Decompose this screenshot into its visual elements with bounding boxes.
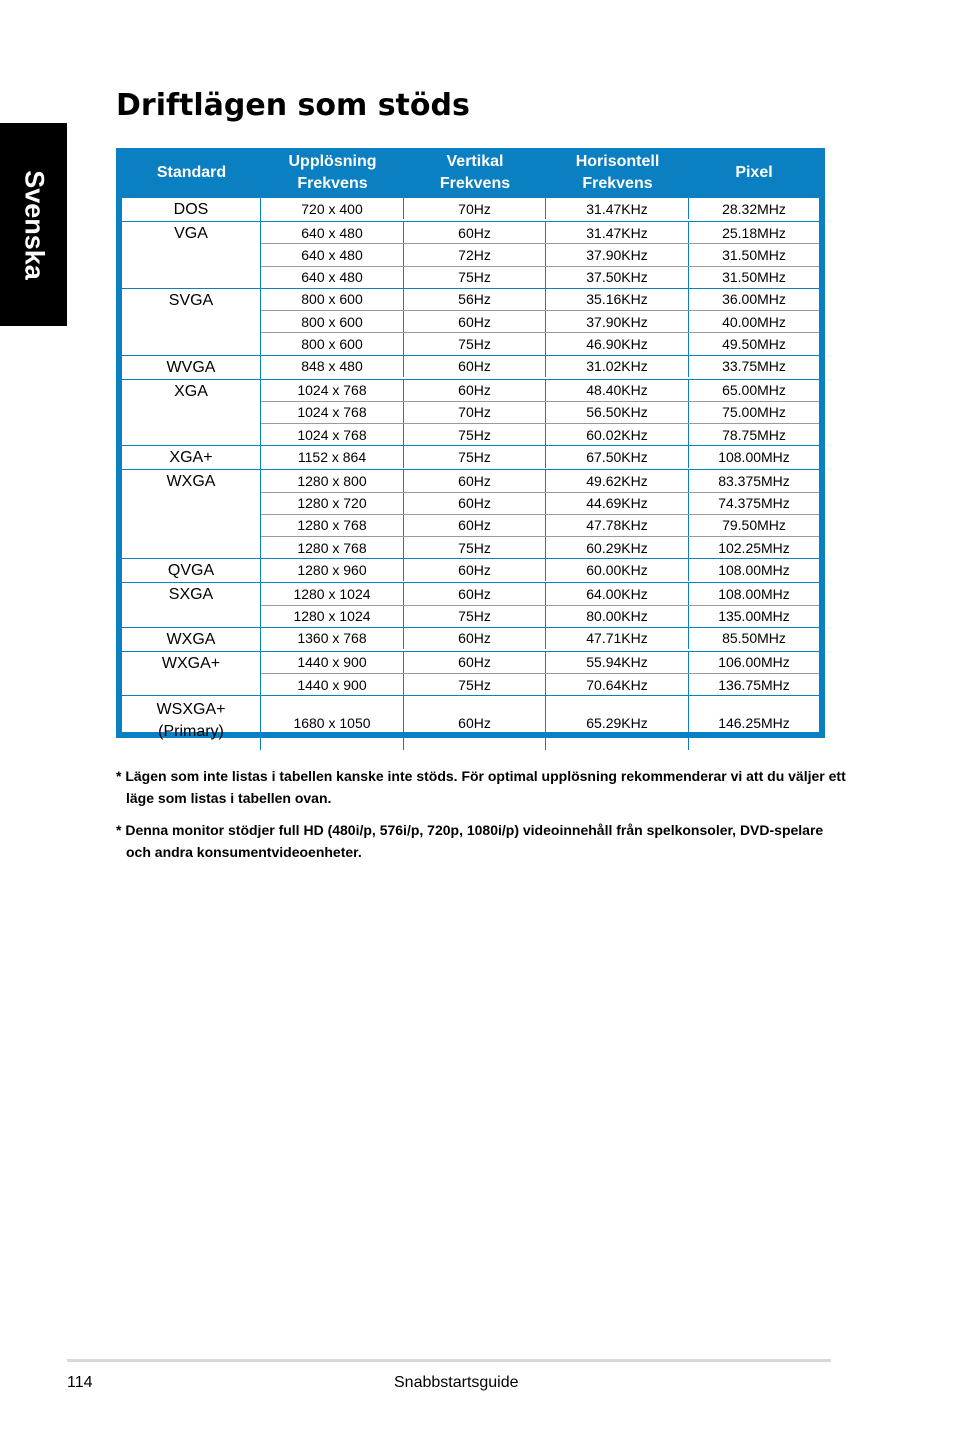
pixel-clock-cell: 79.50MHz: [722, 517, 786, 534]
standard-cell: SXGA: [122, 583, 261, 627]
table-row: [261, 537, 819, 558]
pixel-clock-cell: 135.00MHz: [718, 608, 790, 625]
standard-group: [122, 356, 819, 380]
horizontal-frequency-cell: 31.02KHz: [546, 356, 689, 377]
horizontal-frequency-cell: 60.29KHz: [546, 537, 689, 558]
resolution-cell: 1280 x 800: [261, 470, 404, 491]
standard-group: [122, 222, 819, 289]
vertical-frequency-cell: 72Hz: [404, 244, 546, 265]
vertical-frequency-cell: 75Hz: [404, 267, 546, 288]
display-modes-table: [116, 148, 825, 741]
pixel-clock-cell: 108.00MHz: [718, 561, 790, 578]
standard-group: [122, 198, 819, 222]
horizontal-frequency-cell: 48.40KHz: [546, 380, 689, 401]
resolution-cell: 800 x 600: [261, 289, 404, 310]
horizontal-frequency-cell: 47.71KHz: [546, 628, 689, 649]
header-standard: Standard: [156, 164, 227, 181]
standard-cell: XGA+: [122, 446, 261, 469]
resolution-cell: 720 x 400: [261, 198, 404, 219]
pixel-clock-cell: 25.18MHz: [722, 224, 786, 241]
horizontal-frequency-cell: 64.00KHz: [546, 583, 689, 604]
table-row: [261, 267, 819, 288]
pixel-clock-cell: 36.00MHz: [722, 291, 786, 308]
vertical-frequency-cell: 75Hz: [404, 424, 546, 445]
pixel-clock-cell: 75.00MHz: [722, 404, 786, 421]
resolution-cell: 848 x 480: [261, 356, 404, 377]
vertical-frequency-cell: 75Hz: [404, 333, 546, 354]
pixel-clock-cell: 49.50MHz: [722, 335, 786, 352]
language-side-tab: [0, 123, 67, 326]
pixel-clock-cell: 108.00MHz: [718, 448, 790, 465]
standard-cell: WXGA: [122, 470, 261, 558]
pixel-clock-cell: 40.00MHz: [722, 313, 786, 330]
standard-group: [122, 696, 819, 750]
header-pixel: Pixel: [735, 164, 773, 181]
table-row: [261, 583, 819, 605]
horizontal-frequency-cell: 37.90KHz: [546, 244, 689, 265]
standard-group: [122, 289, 819, 356]
horizontal-frequency-cell: 47.78KHz: [546, 515, 689, 536]
horizontal-frequency-cell: 55.94KHz: [546, 652, 689, 673]
vertical-frequency-cell: 70Hz: [404, 198, 546, 219]
table-row: [261, 674, 819, 695]
resolution-cell: 1680 x 1050: [261, 696, 404, 750]
resolution-cell: 640 x 480: [261, 222, 404, 243]
standard-group: [122, 446, 819, 470]
resolution-cell: 1024 x 768: [261, 402, 404, 423]
standard-cell: WVGA: [122, 356, 261, 379]
table-row: [261, 402, 819, 424]
vertical-frequency-cell: 60Hz: [404, 311, 546, 332]
standard-group: [122, 380, 819, 447]
vertical-frequency-cell: 75Hz: [404, 446, 546, 467]
horizontal-frequency-cell: 60.00KHz: [546, 559, 689, 580]
vertical-frequency-cell: 56Hz: [404, 289, 546, 310]
table-row: [261, 652, 819, 674]
resolution-cell: 1280 x 1024: [261, 583, 404, 604]
horizontal-frequency-cell: 56.50KHz: [546, 402, 689, 423]
header-vertical: Vertikal Frekvens: [439, 153, 511, 192]
horizontal-frequency-cell: 37.50KHz: [546, 267, 689, 288]
standard-cell: DOS: [122, 198, 261, 221]
resolution-cell: 1280 x 960: [261, 559, 404, 580]
page-number: 114: [67, 1374, 93, 1391]
horizontal-frequency-cell: 31.47KHz: [546, 198, 689, 219]
vertical-frequency-cell: 60Hz: [404, 493, 546, 514]
table-body: [122, 198, 819, 741]
standard-group: [122, 559, 819, 583]
table-row: [261, 244, 819, 266]
standard-group: [122, 628, 819, 652]
resolution-cell: 1280 x 1024: [261, 606, 404, 627]
standard-cell: WSXGA+ (Primary): [122, 696, 261, 750]
standard-group: [122, 470, 819, 559]
pixel-clock-cell: 31.50MHz: [722, 246, 786, 263]
pixel-clock-cell: 31.50MHz: [722, 269, 786, 286]
vertical-frequency-cell: 60Hz: [404, 470, 546, 491]
table-row: [261, 470, 819, 492]
resolution-cell: 1280 x 720: [261, 493, 404, 514]
standard-cell: XGA: [122, 380, 261, 446]
standard-group: [122, 652, 819, 697]
table-row: [261, 493, 819, 515]
pixel-clock-cell: 102.25MHz: [718, 539, 790, 556]
side-tab-label: Svenska: [19, 169, 49, 280]
horizontal-frequency-cell: 60.02KHz: [546, 424, 689, 445]
vertical-frequency-cell: 60Hz: [404, 380, 546, 401]
pixel-clock-cell: 83.375MHz: [718, 472, 790, 489]
horizontal-frequency-cell: 70.64KHz: [546, 674, 689, 695]
pixel-clock-cell: 85.50MHz: [722, 630, 786, 647]
resolution-cell: 1440 x 900: [261, 652, 404, 673]
vertical-frequency-cell: 70Hz: [404, 402, 546, 423]
standard-cell: VGA: [122, 222, 261, 288]
vertical-frequency-cell: 60Hz: [404, 696, 546, 750]
vertical-frequency-cell: 75Hz: [404, 606, 546, 627]
horizontal-frequency-cell: 44.69KHz: [546, 493, 689, 514]
horizontal-frequency-cell: 49.62KHz: [546, 470, 689, 491]
horizontal-frequency-cell: 67.50KHz: [546, 446, 689, 467]
horizontal-frequency-cell: 65.29KHz: [546, 696, 689, 750]
resolution-cell: 640 x 480: [261, 267, 404, 288]
standard-cell: QVGA: [122, 559, 261, 582]
header-horizontal: Horisontell Frekvens: [575, 153, 660, 192]
table-row: [261, 198, 819, 219]
vertical-frequency-cell: 60Hz: [404, 583, 546, 604]
pixel-clock-cell: 108.00MHz: [718, 585, 790, 602]
resolution-cell: 800 x 600: [261, 311, 404, 332]
resolution-cell: 800 x 600: [261, 333, 404, 354]
horizontal-frequency-cell: 37.90KHz: [546, 311, 689, 332]
vertical-frequency-cell: 60Hz: [404, 652, 546, 673]
table-row: [261, 222, 819, 244]
table-row: [261, 628, 819, 649]
table-row: [261, 424, 819, 445]
table-row: [261, 446, 819, 467]
pixel-clock-cell: 74.375MHz: [718, 495, 790, 512]
resolution-cell: 1280 x 768: [261, 515, 404, 536]
page-title: Driftlägen som stöds: [116, 88, 470, 123]
footer-divider: [67, 1359, 831, 1362]
standard-cell: WXGA+: [122, 652, 261, 696]
standard-cell: WXGA: [122, 628, 261, 651]
table-row: [261, 289, 819, 311]
vertical-frequency-cell: 75Hz: [404, 537, 546, 558]
table-row: [261, 606, 819, 627]
pixel-clock-cell: 28.32MHz: [722, 200, 786, 217]
table-row: [261, 311, 819, 333]
vertical-frequency-cell: 60Hz: [404, 222, 546, 243]
horizontal-frequency-cell: 31.47KHz: [546, 222, 689, 243]
note-full-hd: * Denna monitor stödjer full HD (480i/p, 576i/p, 720p, 1080i/p) videoinnehåll från spelkonsoler, DVD-spelare och andra konsumentvideoenheter.: [116, 822, 824, 860]
pixel-clock-cell: 106.00MHz: [718, 654, 790, 671]
resolution-cell: 1360 x 768: [261, 628, 404, 649]
vertical-frequency-cell: 75Hz: [404, 674, 546, 695]
table-row: [261, 333, 819, 354]
pixel-clock-cell: 146.25MHz: [718, 715, 790, 732]
table-row: [261, 356, 819, 377]
resolution-cell: 1152 x 864: [261, 446, 404, 467]
horizontal-frequency-cell: 35.16KHz: [546, 289, 689, 310]
pixel-clock-cell: 65.00MHz: [722, 382, 786, 399]
note-unlisted-modes: * Lägen som inte listas i tabellen kanske inte stöds. För optimal upplösning rekommenderar vi att du väljer ett läge som listas i tabellen ovan.: [116, 768, 846, 806]
horizontal-frequency-cell: 80.00KHz: [546, 606, 689, 627]
vertical-frequency-cell: 60Hz: [404, 356, 546, 377]
resolution-cell: 1024 x 768: [261, 424, 404, 445]
table-row: [261, 559, 819, 580]
resolution-cell: 1024 x 768: [261, 380, 404, 401]
footer-title: Snabbstartsguide: [394, 1374, 519, 1391]
resolution-cell: 1280 x 768: [261, 537, 404, 558]
horizontal-frequency-cell: 46.90KHz: [546, 333, 689, 354]
pixel-clock-cell: 78.75MHz: [722, 426, 786, 443]
table-row: [261, 515, 819, 537]
pixel-clock-cell: 136.75MHz: [718, 676, 790, 693]
pixel-clock-cell: 33.75MHz: [722, 358, 786, 375]
table-header: [122, 148, 819, 198]
standard-cell: SVGA: [122, 289, 261, 355]
resolution-cell: 1440 x 900: [261, 674, 404, 695]
table-row: [261, 696, 819, 750]
resolution-cell: 640 x 480: [261, 244, 404, 265]
vertical-frequency-cell: 60Hz: [404, 628, 546, 649]
standard-group: [122, 583, 819, 628]
header-resolution: Upplösning Frekvens: [288, 153, 377, 192]
vertical-frequency-cell: 60Hz: [404, 559, 546, 580]
vertical-frequency-cell: 60Hz: [404, 515, 546, 536]
table-row: [261, 380, 819, 402]
